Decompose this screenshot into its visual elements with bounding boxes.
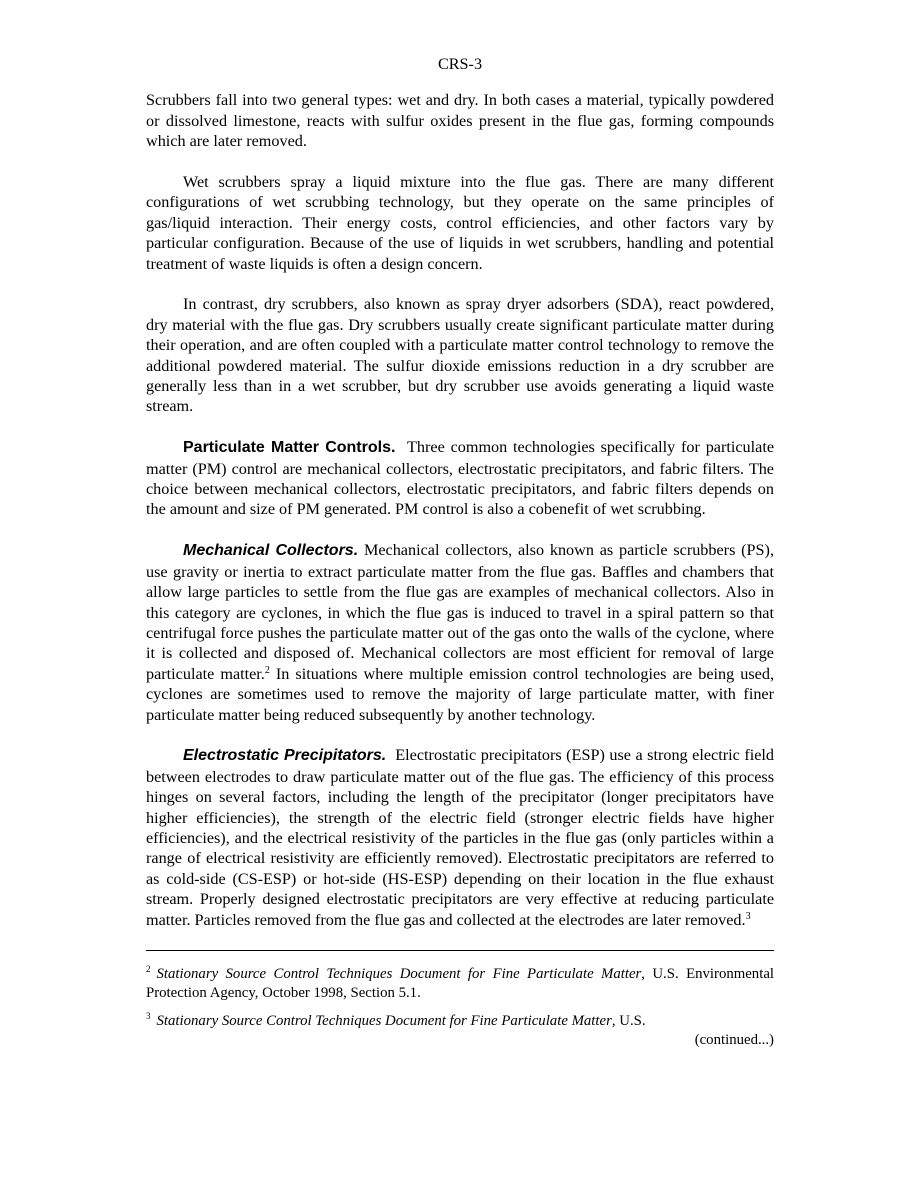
paragraph-scrubber-types: Scrubbers fall into two general types: wet and dry. In both cases a material, typically powdered or dissolved limestone, reacts with sulfur oxides present in the flue gas, forming compounds which are later removed. bbox=[146, 91, 774, 151]
paragraph-dry-scrubbers: In contrast, dry scrubbers, also known as spray dryer adsorbers (SDA), react powdered, dry material with the flue gas. Dry scrubbers usually create significant particulate matter during their operation, and are often coupled with a particulate matter control technology to remove the additional powdered material. The sulfur dioxide emissions reduction in a dry scrubber are generally less than in a wet scrubber, but dry scrubber use avoids generating a liquid waste stream. bbox=[146, 295, 774, 416]
section-heading-pm-controls: Particulate Matter Controls. bbox=[183, 439, 396, 457]
footnote-source-title: Stationary Source Control Techniques Document for Fine Particulate Matter bbox=[156, 966, 642, 983]
paragraph-wet-scrubbers: Wet scrubbers spray a liquid mixture into the flue gas. There are many different configurations of wet scrubbing technology, but they operate on the same principles of gas/liquid interaction. Their energy costs, control efficiencies, and other factors vary by particular configuration. Because of the use of liquids in wet scrubbers, handling and potential treatment of waste liquids is often a design concern. bbox=[146, 173, 774, 273]
footnote-reference-2[interactable]: 2 bbox=[264, 664, 270, 676]
paragraph-electrostatic-precipitators bbox=[146, 745, 774, 930]
paragraph-body: Three common technologies specifically for particulate matter (PM) control are mechanical collectors, electrostatic precipitators, and fabric filters. The choice between mechanical collectors, electrostatic precipitators, and fabric filters depends on the amount and size of PM generated. PM control is also a cobenefit of wet scrubbing. bbox=[146, 438, 775, 519]
paragraph-particulate-matter-controls bbox=[146, 437, 774, 520]
footnote-3 bbox=[146, 1012, 774, 1049]
footnote-continued: (continued...) bbox=[694, 1031, 774, 1048]
footnote-number: 3 bbox=[146, 1011, 151, 1022]
section-heading-electrostatic-precipitators: Electrostatic Precipitators. bbox=[183, 747, 387, 765]
footnote-source-title: Stationary Source Control Techniques Document for Fine Particulate Matter bbox=[156, 1013, 612, 1030]
paragraph-body-continued: In situations where multiple emission control technologies are being used, cyclones are sometimes used to remove the majority of large particulate matter, with finer particulate matter being reduced subsequently by another technology. bbox=[146, 664, 775, 724]
footnote-reference-3[interactable]: 3 bbox=[745, 910, 751, 922]
footnote-number: 2 bbox=[146, 964, 151, 975]
paragraph-body: Electrostatic precipitators (ESP) use a strong electric field between electrodes to draw particulate matter out of the flue gas. The efficiency of this process hinges on several factors, including the length of the precipitator (longer precipitators have higher efficiencies), the strength of the electric field (stronger electric fields have higher efficiencies), and the electrical resistivity of the particles in the flue gas (only particles within a range of electrical resistivity are efficiently removed). Electrostatic precipitators are referred to as cold-side (CS-ESP) or hot-side (HS-ESP) depending on their location in the flue exhaust stream. Properly designed electrostatic precipitators are very effective at reducing particulate matter. Particles removed from the flue gas and collected at the electrodes are later removed. bbox=[146, 746, 775, 929]
footnote-2 bbox=[146, 965, 774, 1002]
footnote-divider bbox=[146, 950, 774, 951]
document-page bbox=[146, 54, 774, 1059]
footnote-source-details: , U.S. Environmental Protection Agency, October 1998, Section 5.1. bbox=[146, 966, 775, 1001]
paragraph-body: Mechanical collectors, also known as particle scrubbers (PS), use gravity or inertia to extract particulate matter from the flue gas. Baffles and chambers that allow large particles to settle from the flue gas are examples of mechanical collectors. Also in this category are cyclones, in which the flue gas is induced to travel in a spiral pattern so that centrifugal force pushes the particulate matter out of the gas onto the walls of the cyclone, where it is collected and disposed of. Mechanical collectors are most efficient for removal of large particulate matter. bbox=[146, 541, 774, 683]
paragraph-mechanical-collectors bbox=[146, 540, 774, 725]
section-heading-mechanical-collectors: Mechanical Collectors. bbox=[183, 542, 359, 560]
page-header: CRS-3 bbox=[437, 55, 483, 73]
footnote-source-details: , U.S. bbox=[611, 1013, 646, 1030]
